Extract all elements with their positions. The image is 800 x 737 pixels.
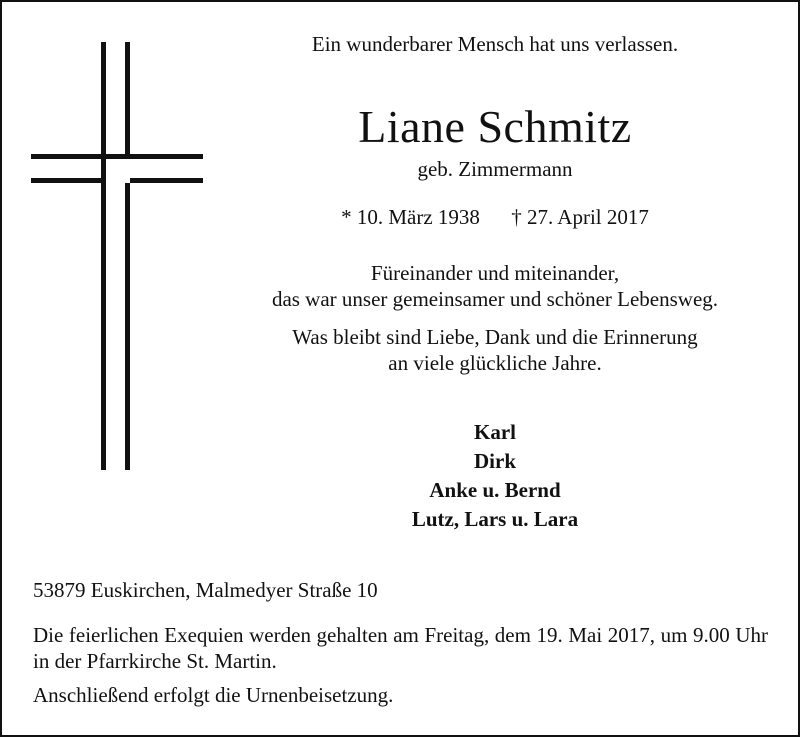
verse-2-line: Was bleibt sind Liebe, Dank und die Erinnerung (292, 325, 698, 349)
mourner-name: Karl (474, 420, 516, 444)
cross-icon (31, 42, 203, 470)
closing-note: Anschließend erfolgt die Urnenbeisetzung. (33, 683, 394, 707)
mourner-name: Dirk (474, 449, 516, 473)
verse-2-line: an viele glückliche Jahre. (388, 351, 602, 375)
mourner-name: Anke u. Bernd (429, 478, 561, 502)
mourner-name: Lutz, Lars u. Lara (411, 507, 579, 531)
maiden-name: geb. Zimmermann (417, 157, 573, 181)
verse-2 (240, 324, 750, 376)
verse-1 (240, 260, 750, 312)
death-date: † 27. April 2017 (511, 205, 649, 229)
intro-text: Ein wunderbarer Mensch hat uns verlassen. (311, 32, 679, 56)
birth-date: * 10. März 1938 (341, 205, 480, 229)
mourners-list (240, 418, 750, 534)
life-dates (240, 205, 750, 230)
verse-1-line: das war unser gemeinsamer und schöner Lebensweg. (271, 287, 719, 311)
deceased-name: Liane Schmitz (358, 101, 632, 152)
funeral-notice: Die feierlichen Exequien werden gehalten am Freitag, dem 19. Mai 2017, um 9.00 Uhr in der Pfarrkirche St. Martin. (33, 623, 768, 673)
verse-1-line: Füreinander und miteinander, (370, 261, 620, 285)
family-address: 53879 Euskirchen, Malmedyer Straße 10 (33, 578, 378, 602)
